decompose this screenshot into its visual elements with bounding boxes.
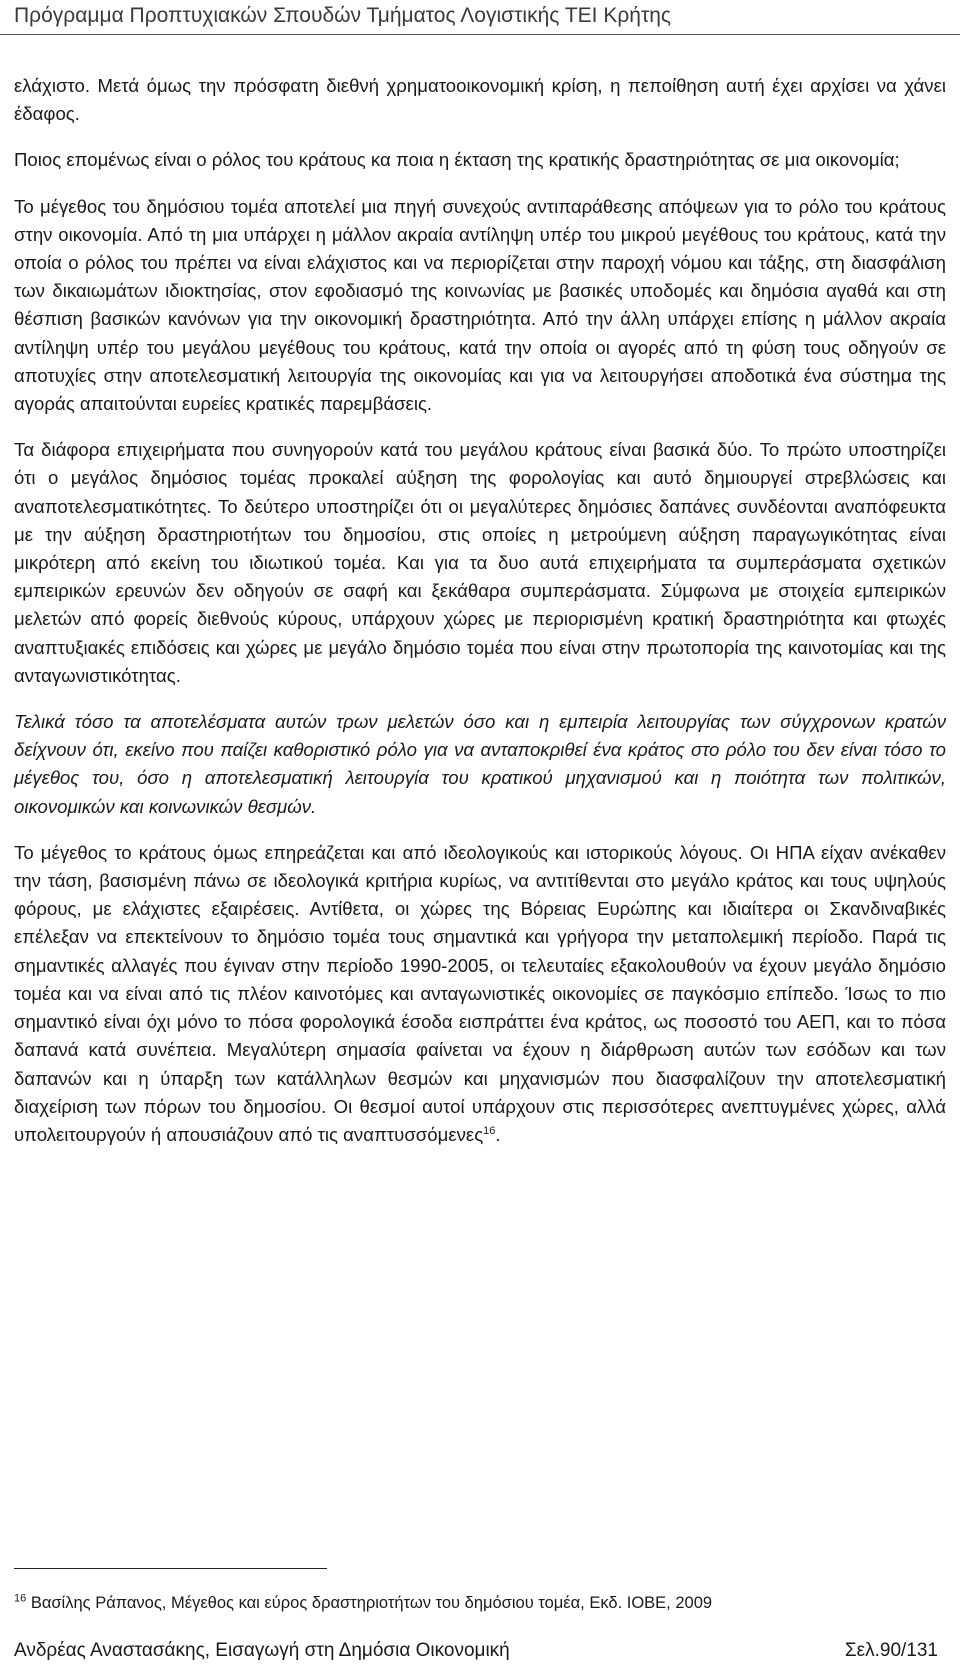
paragraph-conclusion: Τελικά τόσο τα αποτελέσματα αυτών τρων μελετών όσο και η εμπειρία λειτουργίας των σύγχρονων κρατών δείχνουν ότι, εκείνο που παίζει καθοριστικό ρόλο για να ανταποκριθεί ένα κράτος στο ρόλο του δεν είναι τόσο το μέγεθος του, όσο η αποτελεσματική λειτουργία του κρατικού μηχανισμού και η ποιότητα των πολιτικών, οικονομικών και κοινωνικών θεσμών. xyxy=(14,711,946,817)
paragraph-arguments: Τα διάφορα επιχειρήματα που συνηγορούν κατά του μεγάλου κράτους είναι βασικά δύο. Το πρώτο υποστηρίζει ότι ο μεγάλος δημόσιος τομέας προκαλεί αύξηση της φορολογίας και αυτό δημιουργεί στρεβλώσεις και αναποτελεσματικότητες. Το δεύτερο υποστηρίζει ότι οι μεγαλύτερες δημόσιες δαπάνες συνδέονται αναπόφευκτα με την αύξηση δραστηριοτήτων του δημοσίου, στις οποίες η μετρούμενη αύξηση παραγωγικότητας είναι μικρότερη από εκείνη του ιδιωτικού τομέα. Και για τα δυο αυτά επιχειρήματα τα συμπεράσματα σχετικών εμπειρικών ερευνών δεν οδηγούν σε σαφή και ξεκάθαρα συμπεράσματα. Σύμφωνα με στοιχεία εμπειρικών μελετών από φορείς διεθνούς κύρους, υπάρχουν χώρες με περιορισμένη κρατική δραστηριότητα και φτωχές αναπτυξιακές επιδόσεις και χώρες με μεγάλο δημόσιο τομέα που είναι στην πρωτοπορία της καινοτομίας και της ανταγωνιστικότητας. xyxy=(14,439,946,686)
footnote-reference[interactable]: 16 xyxy=(483,1124,496,1137)
footnote xyxy=(14,1592,946,1614)
header-rule xyxy=(0,34,960,35)
footer-page-number: Σελ.90/131 xyxy=(844,1640,938,1661)
running-header: Πρόγραμμα Προπτυχιακών Σπουδών Τμήματος Λογιστικής ΤΕΙ Κρήτης xyxy=(14,4,672,27)
footnote-number: 16 xyxy=(14,1592,27,1605)
paragraph-ideology xyxy=(14,839,946,1149)
paragraph-ideology-text: Το μέγεθος το κράτους όμως επηρεάζεται και από ιδεολογικούς και ιστορικούς λόγους. Οι ΗΠΑ είχαν ανέκαθεν την τάση, βασισμένη πάνω σε ιδεολογικά κριτήρια κυρίως, να αντιτίθενται στο μεγάλο κράτος και τους υψηλούς φόρους, με ελάχιστες εξαιρέσεις. Αντίθετα, οι χώρες της Βόρειας Ευρώπης και ιδιαίτερα οι Σκανδιναβικές επέλεξαν να επεκτείνουν το δημόσιο τομέα τους σημαντικά και γρήγορα την μεταπολεμική περίοδο. Παρά τις σημαντικές αλλαγές που έγιναν στην περίοδο 1990-2005, οι τελευταίες εξακολουθούν να έχουν μεγάλο δημόσιο τομέα και να είναι από τις πλέον καινοτόμες και ανταγωνιστικές οικονομίες σε παγκόσμιο επίπεδο. Ίσως το πιο σημαντικό είναι όχι μόνο το πόσα φορολογικά έσοδα εισπράττει ένα κράτος, ως ποσοστό του ΑΕΠ, και το πόσα δαπανά κατά συνέπεια. Μεγαλύτερη σημασία φαίνεται να έχουν η διάρθρωση αυτών των εσόδων και των δαπανών και η ύπαρξη των κατάλληλων θεσμών και μηχανισμών που διασφαλίζουν την αποτελεσματική διαχείριση των πόρων του δημοσίου. Οι θεσμοί αυτοί υπάρχουν στις περισσότερες ανεπτυγμένες χώρες, αλλά υπολειτουργούν ή απουσιάζουν από τις αναπτυσσόμενες xyxy=(14,841,946,1145)
footnote-rule xyxy=(14,1568,327,1569)
footnote-text: Βασίλης Ράπανος, Μέγεθος και εύρος δραστηριοτήτων του δημόσιου τομέα, Εκδ. ΙΟΒΕ, 2009 xyxy=(26,1594,713,1612)
footer-author-title: Ανδρέας Αναστασάκης, Εισαγωγή στη Δημόσια Οικονομική xyxy=(14,1640,510,1661)
body-text xyxy=(14,72,946,1167)
paragraph-question: Ποιος επομένως είναι ο ρόλος του κράτους κα ποια η έκταση της κρατικής δραστηριότητας σε μια οικονομία; xyxy=(14,149,900,171)
paragraph-continuation: ελάχιστο. Μετά όμως την πρόσφατη διεθνή χρηματοοικονομική κρίση, η πεποίθηση αυτή έχει αρχίσει να χάνει έδαφος. xyxy=(14,75,946,125)
paragraph-ideology-end: . xyxy=(495,1123,501,1145)
paragraph-public-sector-size: Το μέγεθος του δημόσιου τομέα αποτελεί μια πηγή συνεχούς αντιπαράθεσης απόψεων για το ρόλο του κράτους στην οικονομία. Από τη μια υπάρχει η μάλλον ακραία αντίληψη υπέρ του μικρού μεγέθους του κράτους, κατά την οποία ο ρόλος του πρέπει να είναι ελάχιστος και να περιορίζεται στην παροχή νόμου και τάξης, στη διασφάλιση των δικαιωμάτων ιδιοκτησίας, στον εφοδιασμό της κοινωνίας με βασικές υποδομές και δημόσια αγαθά και στη θέσπιση βασικών κανόνων για την οικονομική δραστηριότητα. Από την άλλη υπάρχει επίσης η μάλλον ακραία αντίληψη υπέρ του μεγάλου μεγέθους του κράτους, κατά την οποία οι αγορές από τη φύση τους οδηγούν σε αποτυχίες στην αποτελεσματική λειτουργία της οικονομίας και για να λειτουργήσει αποδοτικά ένα σύστημα της αγοράς απαιτούνται ευρείες κρατικές παρεμβάσεις. xyxy=(14,195,946,415)
